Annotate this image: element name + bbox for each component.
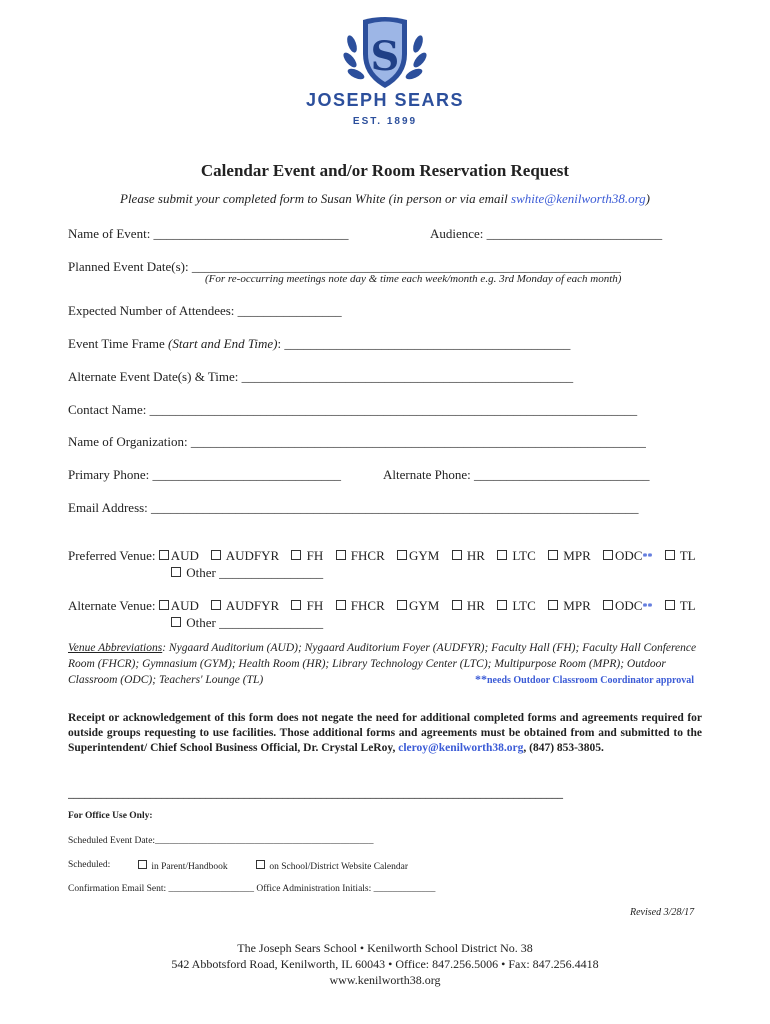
venue-checkbox-audfyr[interactable]: AUDFYR	[211, 548, 279, 563]
attendees-field[interactable]: Expected Number of Attendees: ________________	[68, 303, 342, 318]
alternate-venue-other[interactable]: Other ________________	[171, 615, 323, 631]
planned-dates-note: (For re-occurring meetings note day & time each week/month e.g. 3rd Monday of each month)	[205, 273, 622, 285]
venue-checkbox-tl[interactable]: TL	[665, 548, 696, 563]
preferred-venue-row	[68, 548, 696, 564]
revised-date: Revised 3/28/17	[630, 907, 695, 918]
time-frame-field[interactable]: Event Time Frame (Start and End Time): ____________________________________________	[68, 336, 571, 351]
venue-checkbox-aud[interactable]: AUD	[159, 548, 199, 563]
preferred-venue-other[interactable]: Other ________________	[171, 565, 323, 581]
superintendent-email-link[interactable]: cleroy@kenilworth38.org	[398, 742, 524, 754]
facilities-notice: Receipt or acknowledgement of this form does not negate the need for additional completed forms and agreements required for outside groups requesting to use facilities. Those additional forms and agreements must be obtained from and submitted to the Superintendent/ Chief School Business Official, Dr. Crystal LeRoy, cleroy@kenilworth38.org, (847) 853-3805.	[68, 712, 702, 754]
confirmation-field[interactable]: Confirmation Email Sent: __________________ Office Administration Initials: _____________	[68, 884, 436, 894]
alternate-venue-label: Alternate Venue:	[68, 598, 156, 613]
submission-email-link[interactable]: swhite@kenilworth38.org	[511, 191, 646, 206]
contact-name-field[interactable]: Contact Name: ___________________________________________________________________________	[68, 402, 638, 417]
planned-dates-field[interactable]: Planned Event Date(s): __________________________________________________________________	[68, 259, 621, 274]
scheduled-label: Scheduled:	[68, 860, 111, 870]
school-name: JOSEPH SEARS	[305, 90, 465, 110]
section-divider: __________________________________________________________________________________________	[68, 788, 563, 800]
footer-address-line: 542 Abbotsford Road, Kenilworth, IL 60043 • Office: 847.256.5006 • Fax: 847.256.4418	[171, 957, 599, 971]
event-name-field[interactable]: Name of Event: ______________________________	[68, 226, 349, 241]
footer-website[interactable]: www.kenilworth38.org	[329, 973, 441, 987]
email-address-field[interactable]: Email Address: ___________________________________________________________________________	[68, 500, 639, 515]
venue-checkbox-fhcr[interactable]: FHCR	[336, 548, 385, 563]
form-title: Calendar Event and/or Room Reservation Request	[200, 161, 570, 180]
venue-checkbox-hr[interactable]: HR	[452, 548, 485, 563]
alt-venue-checkbox-tl[interactable]: TL	[665, 598, 696, 613]
alt-venue-checkbox-aud[interactable]: AUD	[159, 598, 199, 613]
scheduled-date-field[interactable]: Scheduled Event Date:______________________________________________	[68, 836, 374, 846]
venue-abbreviations: Venue Abbreviations: Nygaard Auditorium (AUD); Nygaard Auditorium Foyer (AUDFYR); Faculty Hall (FH); Faculty Hall Conference Room (FHCR); Gymnasium (GYM); Health Room (HR); Library Technology Center (LTC); Multipurpose Room (MPR); Outdoor Classroom (ODC); Teachers' Lounge (TL)	[68, 642, 697, 686]
venue-checkbox-ltc[interactable]: LTC	[497, 548, 536, 563]
venue-checkbox-fh[interactable]: FH	[291, 548, 323, 563]
primary-phone-field[interactable]: Primary Phone: _____________________________	[68, 467, 341, 482]
form-subtitle: Please submit your completed form to Susan White (in person or via email swhite@kenilworth38.org)	[120, 191, 650, 206]
venue-checkbox-odc[interactable]: ODC**	[603, 548, 652, 563]
alternate-phone-field[interactable]: Alternate Phone: ___________________________	[383, 467, 650, 482]
alternate-venue-row	[68, 598, 696, 614]
alt-venue-checkbox-odc[interactable]: ODC**	[603, 598, 652, 613]
alt-venue-checkbox-gym[interactable]: GYM	[397, 598, 439, 613]
odc-approval-note: **needs Outdoor Classroom Coordinator approval	[475, 672, 695, 686]
organization-field[interactable]: Name of Organization: ______________________________________________________________________	[68, 434, 646, 449]
venue-checkbox-mpr[interactable]: MPR	[548, 548, 591, 563]
established-year: EST. 1899	[352, 116, 418, 127]
venue-checkbox-gym[interactable]: GYM	[397, 548, 439, 563]
school-crest-logo	[340, 14, 430, 90]
handbook-checkbox[interactable]: in Parent/Handbook	[138, 860, 228, 872]
preferred-venue-label: Preferred Venue:	[68, 548, 156, 563]
alternate-dates-field[interactable]: Alternate Event Date(s) & Time: ___________________________________________________	[68, 369, 574, 384]
alt-venue-checkbox-hr[interactable]: HR	[452, 598, 485, 613]
audience-field[interactable]: Audience: ___________________________	[430, 226, 663, 241]
footer-school-line: The Joseph Sears School • Kenilworth School District No. 38	[237, 941, 533, 955]
alt-venue-checkbox-ltc[interactable]: LTC	[497, 598, 536, 613]
website-calendar-checkbox[interactable]: on School/District Website Calendar	[256, 860, 408, 872]
svg-text:S: S	[370, 33, 400, 80]
alt-venue-checkbox-fhcr[interactable]: FHCR	[336, 598, 385, 613]
alt-venue-checkbox-fh[interactable]: FH	[291, 598, 323, 613]
alt-venue-checkbox-mpr[interactable]: MPR	[548, 598, 591, 613]
office-use-heading: For Office Use Only:	[68, 811, 153, 821]
alt-venue-checkbox-audfyr[interactable]: AUDFYR	[211, 598, 279, 613]
